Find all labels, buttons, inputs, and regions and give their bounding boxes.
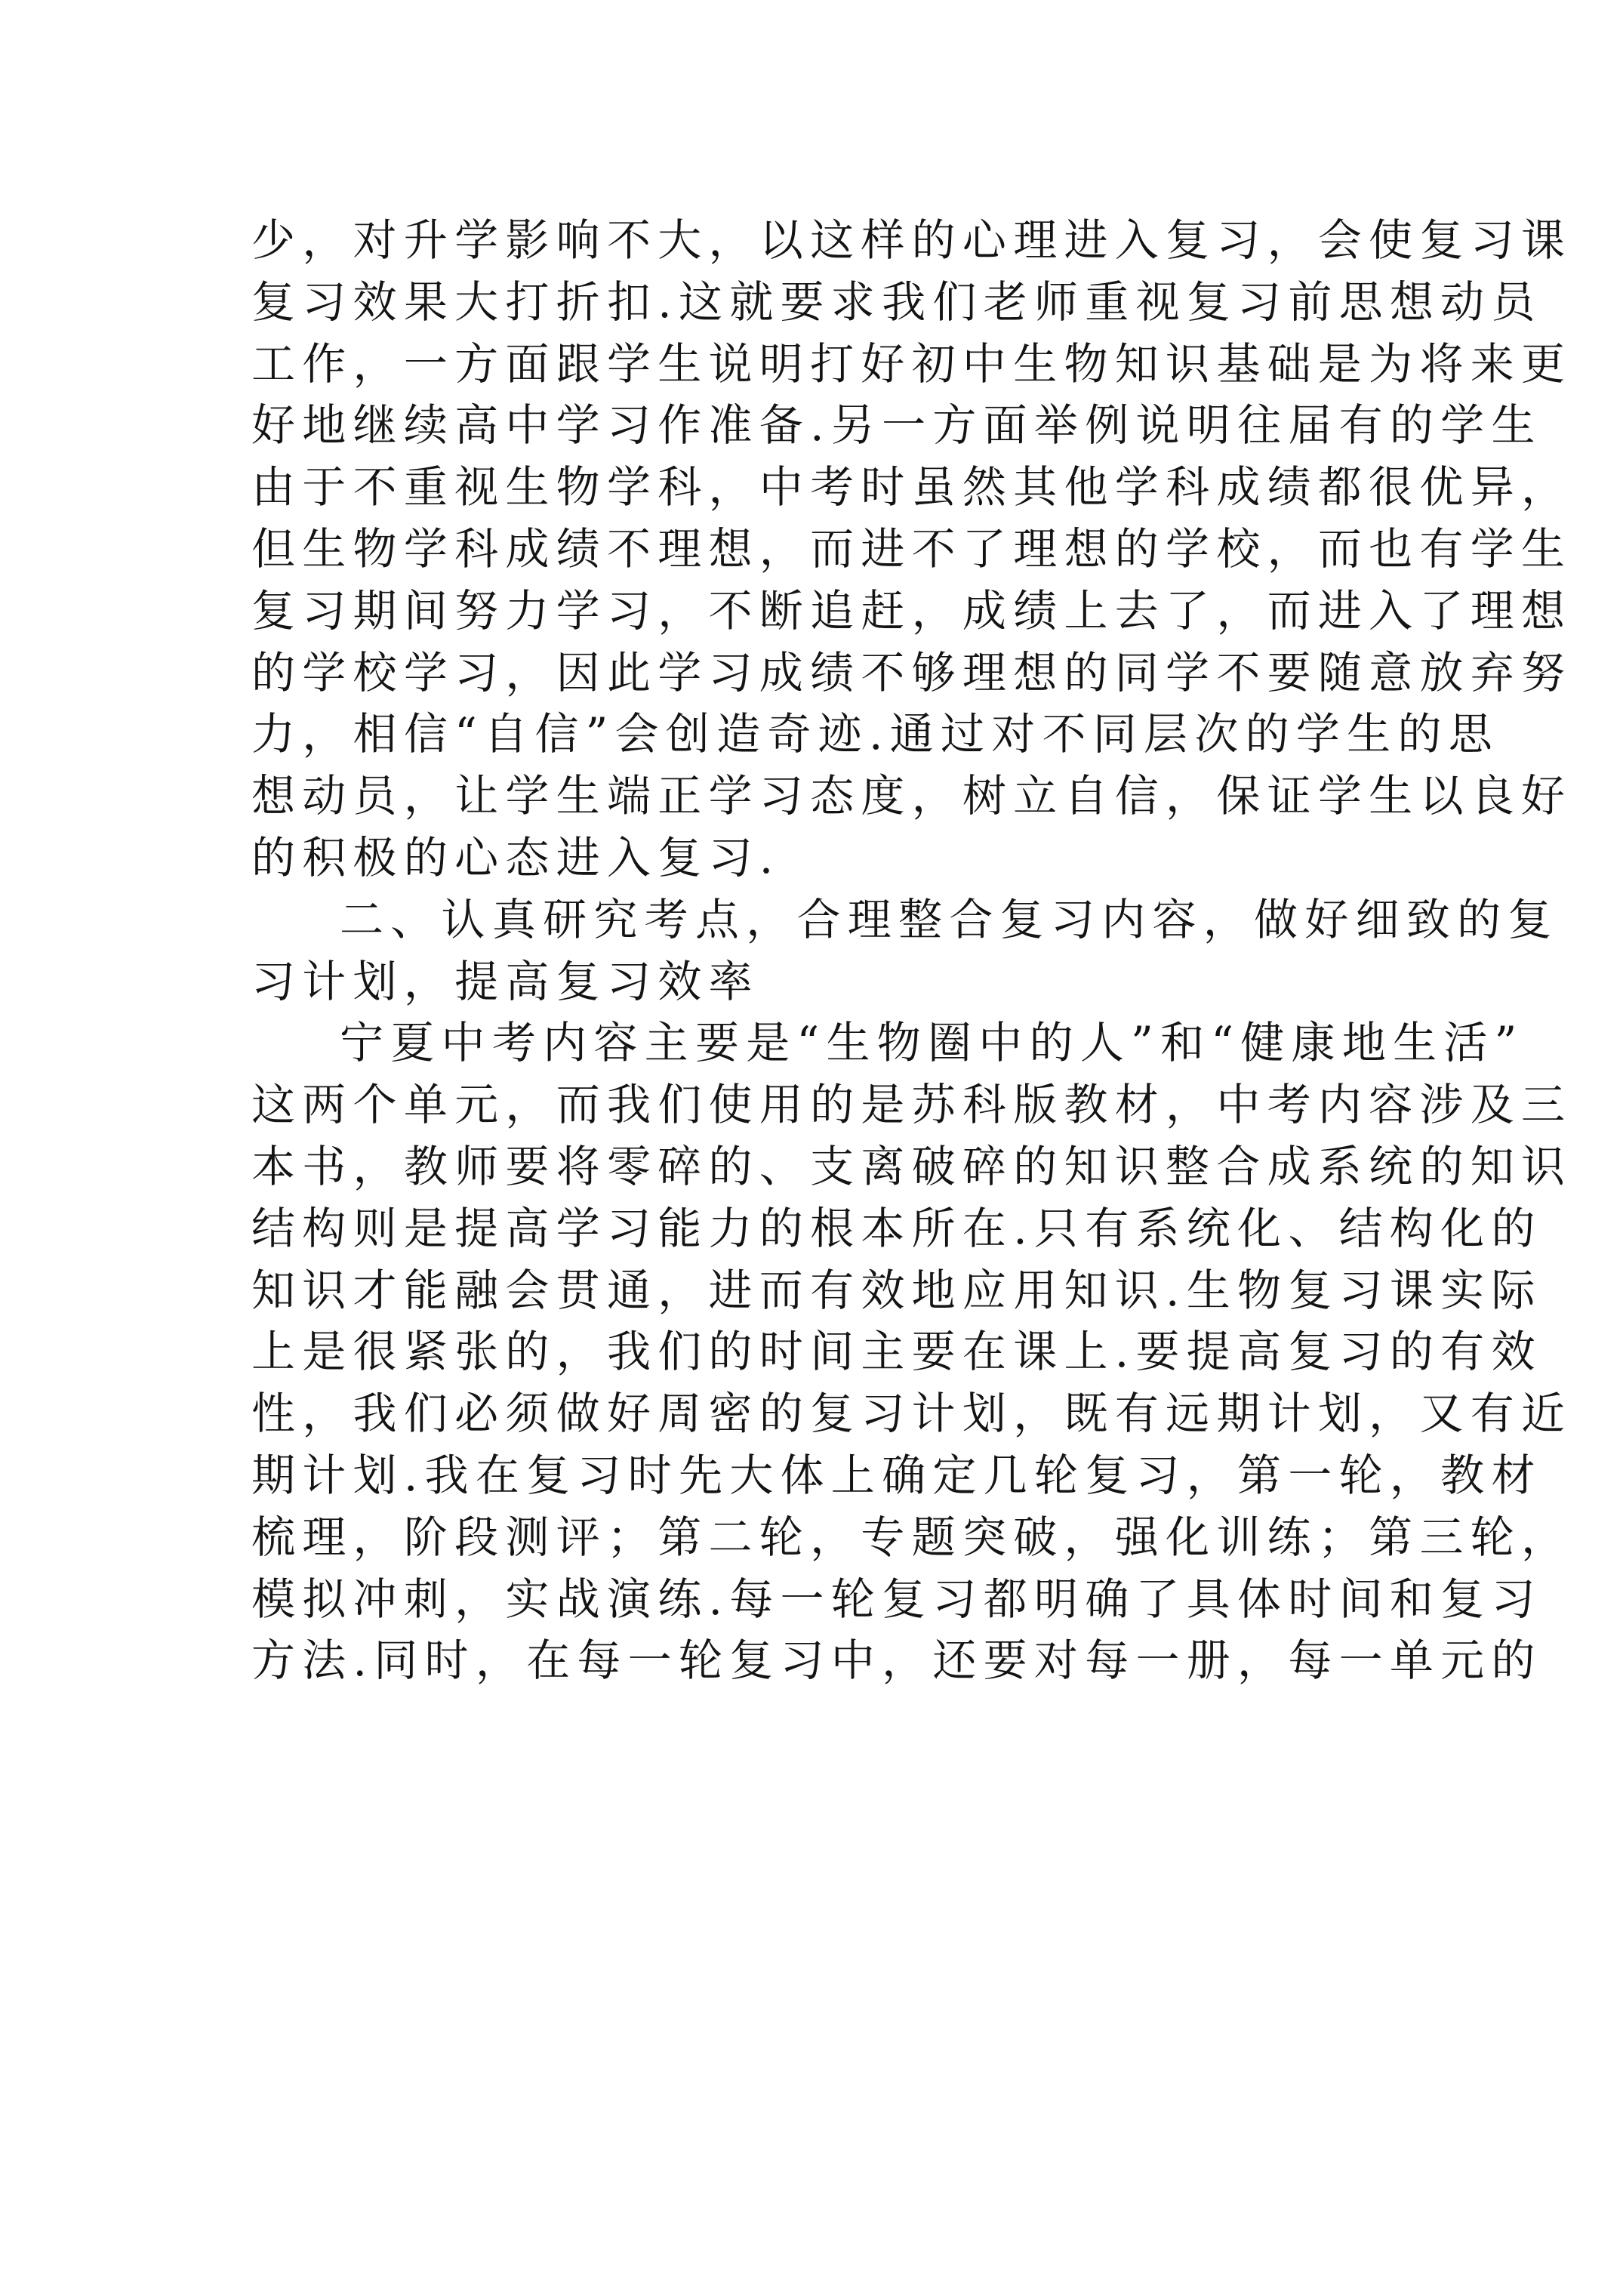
- text-line: 模拟冲刺，实战演练.每一轮复习都明确了具体时间和复习: [251, 1573, 1542, 1625]
- text-line: 由于不重视生物学科，中考时虽然其他学科成绩都很优异，: [251, 461, 1572, 513]
- section-heading-line: 二、认真研究考点，合理整合复习内容，做好细致的复: [340, 893, 1559, 945]
- text-line: 但生物学科成绩不理想，而进不了理想的学校，而也有学生: [251, 522, 1572, 575]
- text-line: 上是很紧张的，我们的时间主要在课上.要提高复习的有效: [251, 1326, 1542, 1378]
- text-line: 性，我们必须做好周密的复习计划，既有远期计划，又有近: [251, 1388, 1572, 1440]
- text-line: 好地继续高中学习作准备.另一方面举例说明往届有的学生: [251, 399, 1542, 451]
- text-line: 方法.同时，在每一轮复习中，还要对每一册，每一单元的: [251, 1635, 1542, 1687]
- text-line: 这两个单元，而我们使用的是苏科版教材，中考内容涉及三: [251, 1079, 1572, 1131]
- text-line: 工作，一方面跟学生说明打好初中生物知识基础是为将来更: [251, 337, 1572, 390]
- text-line: 复习期间努力学习，不断追赶，成绩上去了，而进入了理想: [251, 584, 1572, 636]
- text-line: 本书，教师要将零碎的、支离破碎的知识整合成系统的知识: [251, 1140, 1572, 1192]
- text-line: 结构则是提高学习能力的根本所在.只有系统化、结构化的: [251, 1202, 1542, 1254]
- text-line: 宁夏中考内容主要是“生物圈中的人”和“健康地生活”: [340, 1017, 1524, 1069]
- text-line: 力，相信“自信”会创造奇迹.通过对不同层次的学生的思: [251, 708, 1500, 760]
- text-line: 期计划.我在复习时先大体上确定几轮复习，第一轮，教材: [251, 1449, 1542, 1501]
- text-line: 复习效果大打折扣.这就要求我们老师重视复习前思想动员: [251, 276, 1542, 328]
- text-line: 知识才能融会贯通，进而有效地应用知识.生物复习课实际: [251, 1264, 1542, 1316]
- text-line: 想动员，让学生端正学习态度，树立自信，保证学生以良好: [251, 770, 1572, 822]
- document-body: [251, 210, 1572, 1692]
- text-line: 梳理，阶段测评；第二轮，专题突破，强化训练；第三轮，: [251, 1511, 1572, 1563]
- section-heading-line: 习计划，提高复习效率: [251, 955, 759, 1007]
- text-line: 的学校学习，因此学习成绩不够理想的同学不要随意放弃努: [251, 646, 1572, 698]
- text-line: 少，对升学影响不大，以这样的心理进入复习，会使复习课: [251, 214, 1572, 266]
- text-line: 的积极的心态进入复习.: [251, 831, 781, 883]
